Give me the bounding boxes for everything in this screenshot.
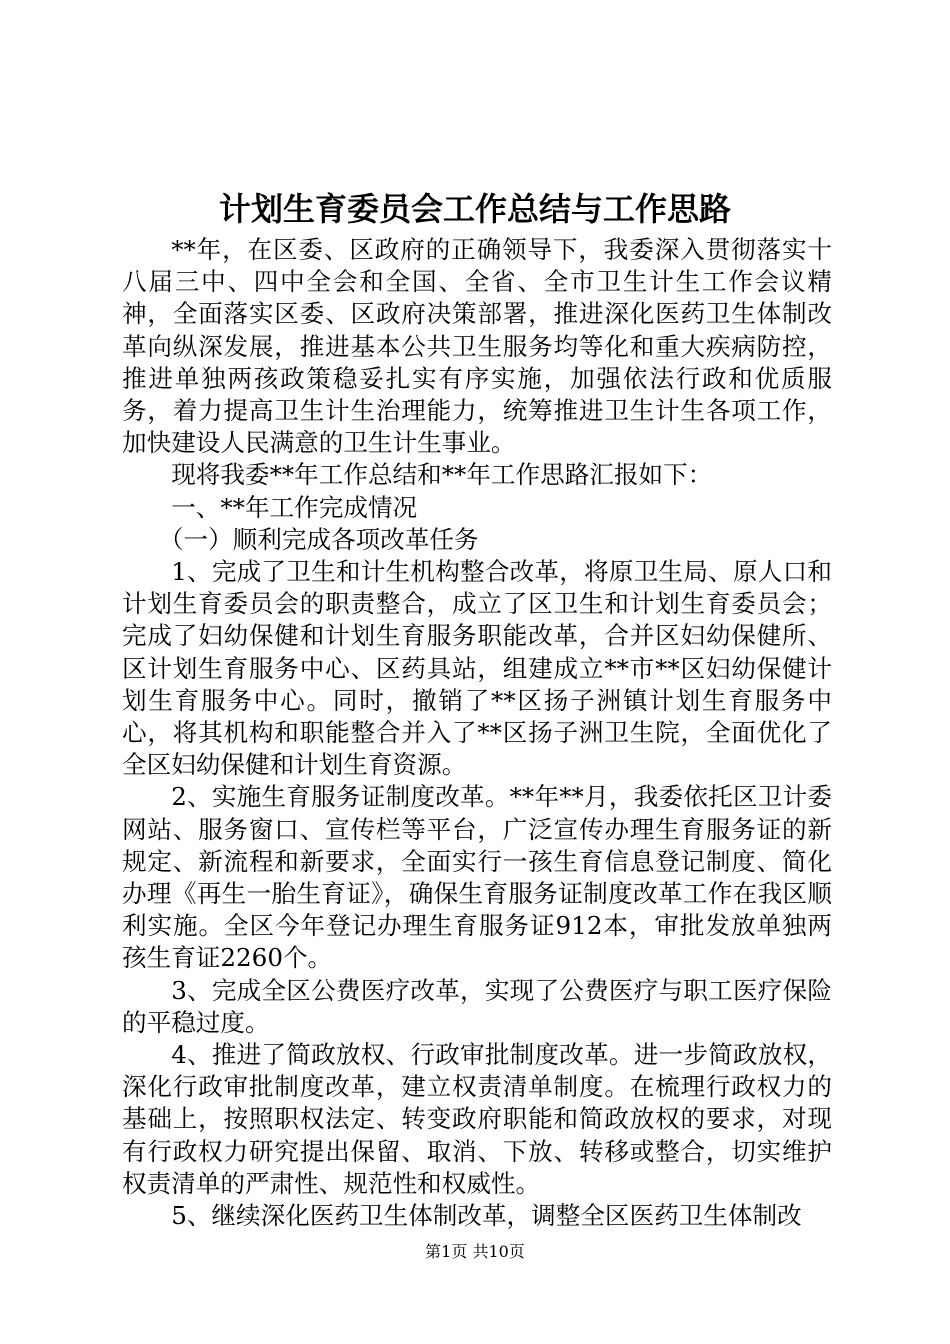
- subsection-heading: （一）顺利完成各项改革任务: [158, 524, 479, 554]
- document-body: [122, 234, 832, 1232]
- paragraph-intro: **年，在区委、区政府的正确领导下，我委深入贯彻落实十八届三中、四中全会和全国、全省、全市卫生计生工作会议精神，全面落实区委、区政府决策部署，推进深化医药卫生体制改革向纵深发展，推进基本公共卫生服务均等化和重大疾病防控，推进单独两孩政策稳妥扎实有序实施，加强依法行政和优质服务，着力提高卫生计生治理能力，统筹推进卫生计生各项工作，加快建设人民满意的卫生计生事业。: [122, 235, 832, 458]
- page-number-footer: 第1页 共10页: [425, 1242, 525, 1261]
- paragraph-item-2: 2、实施生育服务证制度改革。**年**月，我委依托区卫计委网站、服务窗口、宣传栏等平台，广泛宣传办理生育服务证的新规定、新流程和新要求，全面实行一孩生育信息登记制度、简化办理《再生一胎生育证》，确保生育服务证制度改革工作在我区顺利实施。全区今年登记办理生育服务证912本，审批发放单独两孩生育证2260个。: [122, 782, 832, 973]
- paragraph-item-1: 1、完成了卫生和计生机构整合改革，将原卫生局、原人口和计划生育委员会的职责整合，成立了区卫生和计划生育委员会；完成了妇幼保健和计划生育服务职能改革，合并区妇幼保健所、区计划生育服务中心、区药具站，组建成立**市**区妇幼保健计划生育服务中心。同时，撤销了**区扬子洲镇计划生育服务中心，将其机构和职能整合并入了**区扬子洲卫生院，全面优化了全区妇幼保健和计划生育资源。: [122, 557, 832, 780]
- paragraph-report-lead: 现将我委**年工作总结和**年工作思路汇报如下：: [171, 460, 713, 490]
- document-title: 计划生育委员会工作总结与工作思路: [218, 190, 731, 228]
- paragraph-item-3: 3、完成全区公费医疗改革，实现了公费医疗与职工医疗保险的平稳过度。: [122, 975, 832, 1037]
- section-heading: 一、**年工作完成情况: [171, 492, 418, 522]
- paragraph-item-4: 4、推进了简政放权、行政审批制度改革。进一步简政放权，深化行政审批制度改革，建立权责清单制度。在梳理行政权力的基础上，按照职权法定、转变政府职能和简政放权的要求，对现有行政权力研究提出保留、取消、下放、转移或整合，切实维护权责清单的严肃性、规范性和权威性。: [122, 1040, 832, 1198]
- paragraph-item-5: 5、继续深化医药卫生体制改革，调整全区医药卫生体制改: [171, 1201, 802, 1231]
